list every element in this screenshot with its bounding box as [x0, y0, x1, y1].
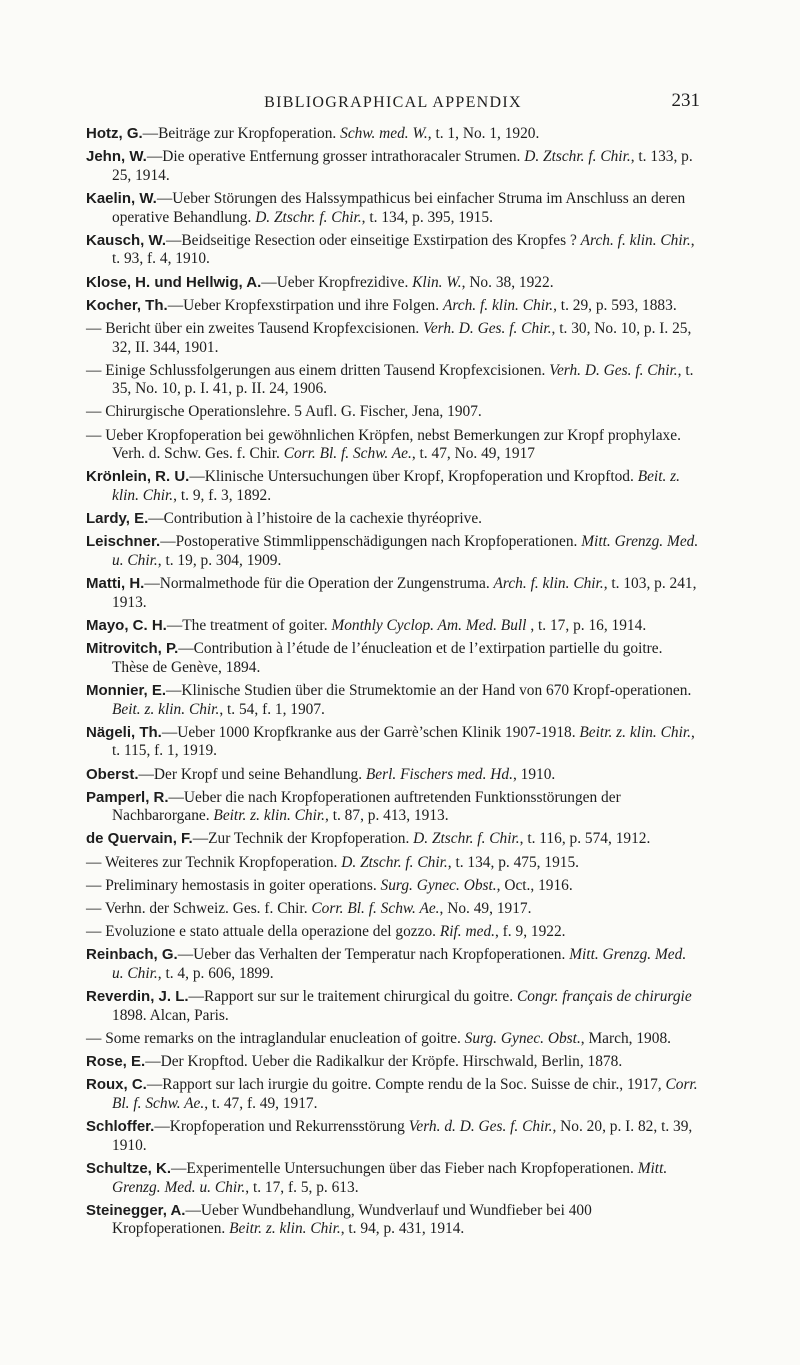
bibliography-entry	[86, 854, 700, 873]
entry-text: —Ueber Störungen des Halssympathicus bei einfacher Struma im Anschluss an deren operative Behandlung.	[112, 189, 686, 226]
entry-ref: Schw. med. W.	[340, 125, 428, 142]
entry-tail: , t. 134, p. 475, 1915.	[447, 853, 579, 871]
bibliography-entry	[86, 830, 700, 849]
entry-tail: , Oct., 1916.	[496, 876, 573, 894]
entry-author: Schloffer.	[86, 1118, 155, 1136]
entry-text: — Preliminary hemostasis in goiter operations.	[86, 876, 381, 894]
entry-ref: Beitr. z. klin. Chir.	[579, 723, 691, 741]
bibliography-entry	[86, 724, 700, 761]
bibliography-entry	[86, 682, 700, 719]
entry-ref: Verh. d. D. Ges. f. Chir.	[408, 1118, 553, 1136]
entry-tail: , t. 93, f. 4, 1910.	[112, 231, 695, 268]
entry-text: —Rapport sur sur le traitement chirurgical du goitre.	[188, 988, 517, 1006]
bibliography-entry	[86, 988, 700, 1025]
bibliography-entry	[86, 923, 700, 942]
entry-author: Kocher, Th.	[86, 296, 168, 314]
entry-text: —Der Kropf und seine Behandlung.	[138, 765, 366, 783]
entry-text: —Ueber Wundbehandlung, Wundverlauf und Wundfieber bei 400 Kropfoperationen.	[112, 1201, 592, 1238]
bibliography-entry	[86, 1118, 700, 1155]
entry-ref: Rif. med.	[439, 923, 495, 941]
entry-ref: Mitt. Grenzg. Med. u. Chir.	[112, 1159, 668, 1196]
entry-ref: D. Ztschr. f. Chir.	[341, 853, 448, 871]
bibliography-entry	[86, 232, 700, 269]
entry-text: —Der Kropftod. Ueber die Radikalkur der Kröpfe. Hirschwald, Berlin, 1878.	[145, 1053, 623, 1071]
bibliography-entry	[86, 468, 700, 505]
entry-tail: , t. 54, f. 1, 1907.	[219, 700, 325, 718]
entry-text: —Ueber die nach Kropfoperationen auftretenden Funktionsstörungen der Nachbarorgane.	[112, 788, 621, 825]
entry-tail: , t. 103, p. 241, 1913.	[112, 575, 697, 611]
bibliography-entry	[86, 789, 700, 826]
entry-text: — Ueber Kropfoperation bei gewöhnlichen Kröpfen, nebst Bemerkungen zur Kropf prophylaxe. Verh. d. Schw. Ges. f. Chir.	[86, 426, 681, 463]
entry-tail: , No. 20, p. I. 82, t. 39, 1910.	[112, 1118, 693, 1154]
entry-text: —Experimentelle Untersuchungen über das Fieber nach Kropfoperationen.	[171, 1159, 638, 1177]
bibliography-list	[86, 125, 700, 1243]
entry-ref: Beitr. z. klin. Chir.	[229, 1220, 341, 1238]
entry-ref: Congr. français de chirurgie	[516, 988, 692, 1006]
entry-author: Kausch, W.	[86, 231, 167, 249]
entry-ref: D. Ztschr. f. Chir.	[255, 208, 362, 226]
entry-ref: Beit. z. klin. Chir.	[112, 700, 220, 718]
entry-ref: Mitt. Grenzg. Med. u. Chir.	[112, 533, 699, 569]
bibliography-entry	[86, 320, 700, 357]
page-number: 231	[671, 90, 700, 111]
bibliography-entry	[86, 766, 700, 785]
entry-ref: D. Ztschr. f. Chir.	[413, 830, 520, 848]
bibliography-entry	[86, 1202, 700, 1239]
entry-author: Kaelin, W.	[86, 189, 157, 207]
entry-author: Schultze, K.	[86, 1159, 172, 1177]
entry-author: Nägeli, Th.	[86, 723, 162, 741]
bibliography-entry	[86, 617, 700, 636]
entry-text: —Normalmethode für die Operation der Zungenstruma.	[144, 575, 494, 593]
entry-author: Roux, C.	[86, 1076, 147, 1094]
bibliography-entry	[86, 403, 700, 422]
entry-author: Jehn, W.	[86, 148, 147, 166]
bibliography-entry	[86, 640, 700, 677]
entry-text: — Evoluzione e stato attuale della operazione del gozzo.	[86, 923, 440, 941]
entry-author: Oberst.	[86, 765, 139, 783]
entry-text: —Klinische Untersuchungen über Kropf, Kropfoperation und Kropftod.	[189, 468, 638, 486]
entry-ref: Verh. D. Ges. f. Chir.	[423, 319, 552, 337]
entry-text: —Ueber Kropfrezidive.	[261, 273, 413, 291]
entry-text: —Ueber Kropfexstirpation und ihre Folgen.	[167, 296, 443, 314]
entry-tail: , t. 35, No. 10, p. I. 41, p. II. 24, 1906.	[112, 361, 694, 398]
entry-tail: , No. 49, 1917.	[439, 900, 532, 918]
entry-author: Pamperl, R.	[86, 788, 169, 806]
entry-ref: Klin. W.	[412, 273, 462, 291]
entry-tail: , t. 1, No. 1, 1920.	[427, 125, 540, 142]
entry-text: — Chirurgische Operationslehre. 5 Aufl. G. Fischer, Jena, 1907.	[86, 403, 482, 421]
entry-text: —Kropfoperation und Rekurrensstörung	[154, 1118, 409, 1136]
entry-ref: Monthly Cyclop. Am. Med. Bull	[331, 616, 527, 634]
entry-tail: , t. 17, f. 5, p. 613.	[245, 1178, 359, 1196]
entry-tail: , t. 47, No. 49, 1917	[411, 445, 535, 463]
entry-text: — Verhn. der Schweiz. Ges. f. Chir.	[86, 900, 312, 918]
entry-author: Leischner.	[86, 533, 161, 551]
entry-tail: , t. 19, p. 304, 1909.	[157, 552, 282, 569]
entry-author: de Quervain, F.	[86, 830, 193, 848]
entry-author: Krönlein, R. U.	[86, 468, 190, 486]
entry-tail: , t. 17, p. 16, 1914.	[526, 616, 647, 634]
entry-ref: D. Ztschr. f. Chir.	[524, 148, 631, 166]
bibliography-entry	[86, 946, 700, 983]
bibliography-entry	[86, 148, 700, 185]
bibliography-entry	[86, 362, 700, 399]
entry-tail: , t. 47, f. 49, 1917.	[204, 1094, 318, 1112]
entry-ref: Arch. f. klin. Chir.	[580, 231, 691, 249]
entry-text: —Beidseitige Resection oder einseitige Exstirpation des Kropfes ?	[166, 231, 581, 249]
entry-text: —Contribution à l’étude de l’énucleation et de l’extirpation partielle du goitre. Thèse de Genève, 1894.	[112, 640, 663, 676]
entry-author: Klose, H. und Hellwig, A.	[86, 273, 262, 291]
bibliography-entry	[86, 1030, 700, 1049]
entry-author: Mayo, C. H.	[86, 616, 167, 634]
entry-ref: Beit. z. klin. Chir.	[112, 468, 681, 505]
page-header	[86, 90, 700, 120]
entry-tail: , t. 116, p. 574, 1912.	[519, 830, 651, 848]
entry-ref: Corr. Bl. f. Schw. Ae.	[311, 900, 440, 918]
entry-tail: , f. 9, 1922.	[494, 923, 566, 941]
entry-tail: , t. 4, p. 606, 1899.	[157, 965, 274, 982]
entry-tail: 1898. Alcan, Paris.	[112, 1006, 229, 1024]
entry-ref: Mitt. Grenzg. Med. u. Chir.	[112, 946, 687, 982]
entry-text: —Die operative Entfernung grosser intrathoracaler Strumen.	[146, 148, 525, 166]
entry-tail: , t. 30, No. 10, p. I. 25, 32, II. 344, 1901.	[112, 319, 692, 356]
entry-tail: , t. 87, p. 413, 1913.	[325, 807, 449, 825]
entry-text: —The treatment of goiter.	[166, 616, 332, 634]
entry-ref: Surg. Gynec. Obst.	[464, 1029, 581, 1047]
bibliography-entry	[86, 533, 700, 570]
entry-text: —Ueber das Verhalten der Temperatur nach Kropfoperationen.	[177, 946, 570, 964]
entry-text: — Weiteres zur Technik Kropfoperation.	[86, 853, 342, 871]
bibliography-entry	[86, 427, 700, 464]
entry-author: Rose, E.	[86, 1053, 146, 1071]
entry-tail: , t. 29, p. 593, 1883.	[553, 296, 677, 314]
bibliography-entry	[86, 125, 700, 144]
entry-ref: Berl. Fischers med. Hd.	[365, 765, 513, 783]
entry-tail: , March, 1908.	[580, 1029, 671, 1047]
entry-tail: , t. 9, f. 3, 1892.	[173, 487, 272, 505]
bibliography-entry	[86, 510, 700, 529]
entry-ref: Arch. f. klin. Chir.	[442, 296, 554, 314]
running-title: BIBLIOGRAPHICAL APPENDIX	[264, 94, 522, 111]
entry-author: Mitrovitch, P.	[86, 640, 179, 658]
entry-ref: Corr. Bl. f. Schw. Ae.	[112, 1076, 698, 1112]
bibliography-entry	[86, 1076, 700, 1113]
bibliography-entry	[86, 1160, 700, 1197]
entry-author: Monnier, E.	[86, 681, 167, 699]
entry-ref: Arch. f. klin. Chir.	[493, 575, 604, 593]
entry-tail: , No. 38, 1922.	[461, 273, 554, 291]
bibliography-entry	[86, 190, 700, 227]
bibliography-entry	[86, 877, 700, 896]
entry-ref: Corr. Bl. f. Schw. Ae.	[283, 445, 412, 463]
bibliography-entry	[86, 575, 700, 612]
entry-author: Matti, H.	[86, 575, 145, 593]
entry-text: — Some remarks on the intraglandular enucleation of goitre.	[86, 1029, 465, 1047]
entry-text: —Zur Technik der Kropfoperation.	[192, 830, 414, 848]
entry-text: —Postoperative Stimmlippenschädigungen nach Kropfoperationen.	[160, 533, 582, 551]
entry-tail: , t. 134, p. 395, 1915.	[361, 208, 493, 226]
entry-author: Reverdin, J. L.	[86, 988, 189, 1006]
entry-ref: Surg. Gynec. Obst.	[380, 876, 497, 894]
entry-author: Reinbach, G.	[86, 946, 178, 964]
bibliography-entry	[86, 274, 700, 293]
bibliography-entry	[86, 297, 700, 316]
entry-author: Steinegger, A.	[86, 1201, 186, 1219]
entry-tail: , t. 94, p. 431, 1914.	[340, 1220, 465, 1238]
entry-text: — Einige Schlussfolgerungen aus einem dritten Tausend Kropfexcisionen.	[86, 361, 550, 379]
entry-tail: , 1910.	[512, 765, 556, 783]
entry-ref: Verh. D. Ges. f. Chir.	[549, 361, 678, 379]
entry-text: —Beiträge zur Kropfoperation.	[142, 125, 341, 142]
entry-tail: , t. 115, f. 1, 1919.	[112, 723, 695, 760]
entry-text: —Rapport sur lach irurgie du goitre. Compte rendu de la Soc. Suisse de chir., 1917,	[146, 1076, 666, 1094]
entry-text: —Klinische Studien über die Strumektomie an der Hand von 670 Kropf-operationen.	[166, 681, 692, 699]
entry-author: Hotz, G.	[86, 125, 143, 142]
bibliography-entry	[86, 1053, 700, 1072]
entry-text: —Contribution à l’histoire de la cachexie thyréoprive.	[148, 510, 483, 528]
entry-author: Lardy, E.	[86, 510, 149, 528]
entry-tail: , t. 133, p. 25, 1914.	[112, 148, 693, 184]
bibliography-entry	[86, 900, 700, 919]
entry-ref: Beitr. z. klin. Chir.	[213, 807, 326, 825]
entry-text: — Bericht über ein zweites Tausend Kropfexcisionen.	[86, 319, 424, 337]
entry-text: —Ueber 1000 Kropfkranke aus der Garrè’schen Klinik 1907-1918.	[161, 723, 580, 741]
